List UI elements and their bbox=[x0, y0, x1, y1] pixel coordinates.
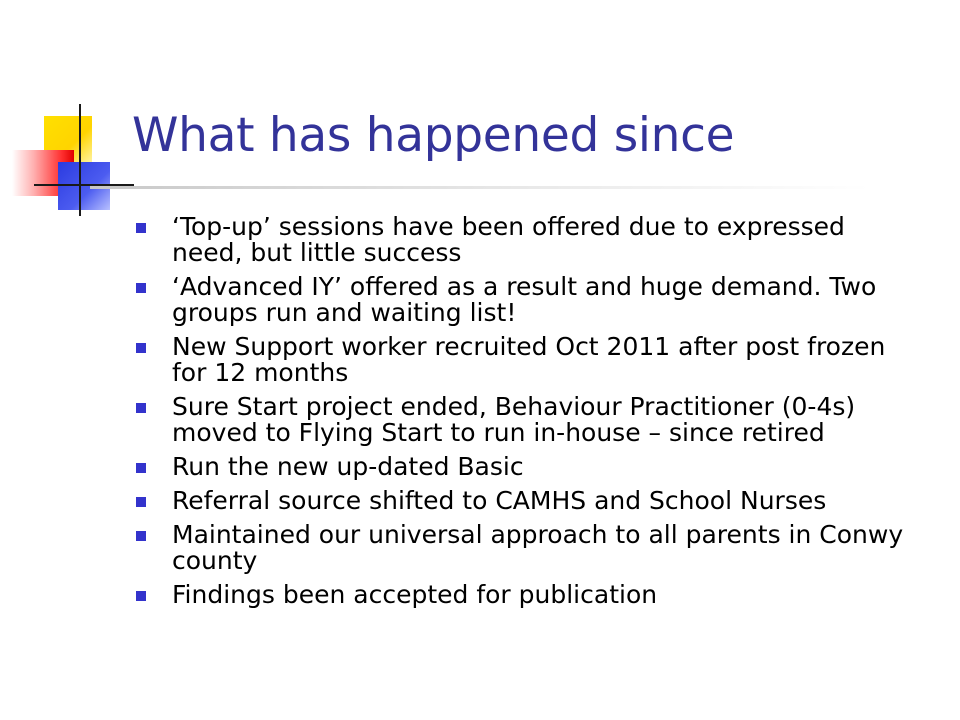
vertical-line bbox=[79, 104, 81, 216]
bullet-text: Maintained our universal approach to all parents in Conwy county bbox=[172, 520, 904, 575]
square-bullet-icon bbox=[136, 463, 146, 473]
bullet-item bbox=[130, 488, 910, 514]
bullet-item bbox=[130, 582, 910, 608]
slide-title: What has happened since bbox=[132, 108, 735, 163]
square-bullet-icon bbox=[136, 531, 146, 541]
title-divider bbox=[90, 186, 870, 189]
square-bullet-icon bbox=[136, 343, 146, 353]
bullet-text: Referral source shifted to CAMHS and School Nurses bbox=[172, 486, 827, 515]
square-bullet-icon bbox=[136, 283, 146, 293]
bullet-text: ‘Advanced IY’ offered as a result and huge demand. Two groups run and waiting list! bbox=[172, 272, 877, 327]
bullet-text: New Support worker recruited Oct 2011 after post frozen for 12 months bbox=[172, 332, 886, 387]
bullet-item bbox=[130, 274, 910, 326]
bullet-item bbox=[130, 522, 910, 574]
decorative-squares-logo bbox=[0, 0, 140, 230]
bullet-text: Findings been accepted for publication bbox=[172, 580, 658, 609]
square-bullet-icon bbox=[136, 223, 146, 233]
bullet-text: ‘Top-up’ sessions have been offered due to expressed need, but little success bbox=[172, 212, 845, 267]
bullet-list bbox=[130, 214, 910, 616]
square-bullet-icon bbox=[136, 497, 146, 507]
bullet-text: Sure Start project ended, Behaviour Practitioner (0-4s) moved to Flying Start to run in-house – since retired bbox=[172, 392, 856, 447]
bullet-item bbox=[130, 454, 910, 480]
bullet-text: Run the new up-dated Basic bbox=[172, 452, 524, 481]
square-bullet-icon bbox=[136, 403, 146, 413]
bullet-item bbox=[130, 394, 910, 446]
bullet-item bbox=[130, 214, 910, 266]
bullet-item bbox=[130, 334, 910, 386]
square-bullet-icon bbox=[136, 591, 146, 601]
